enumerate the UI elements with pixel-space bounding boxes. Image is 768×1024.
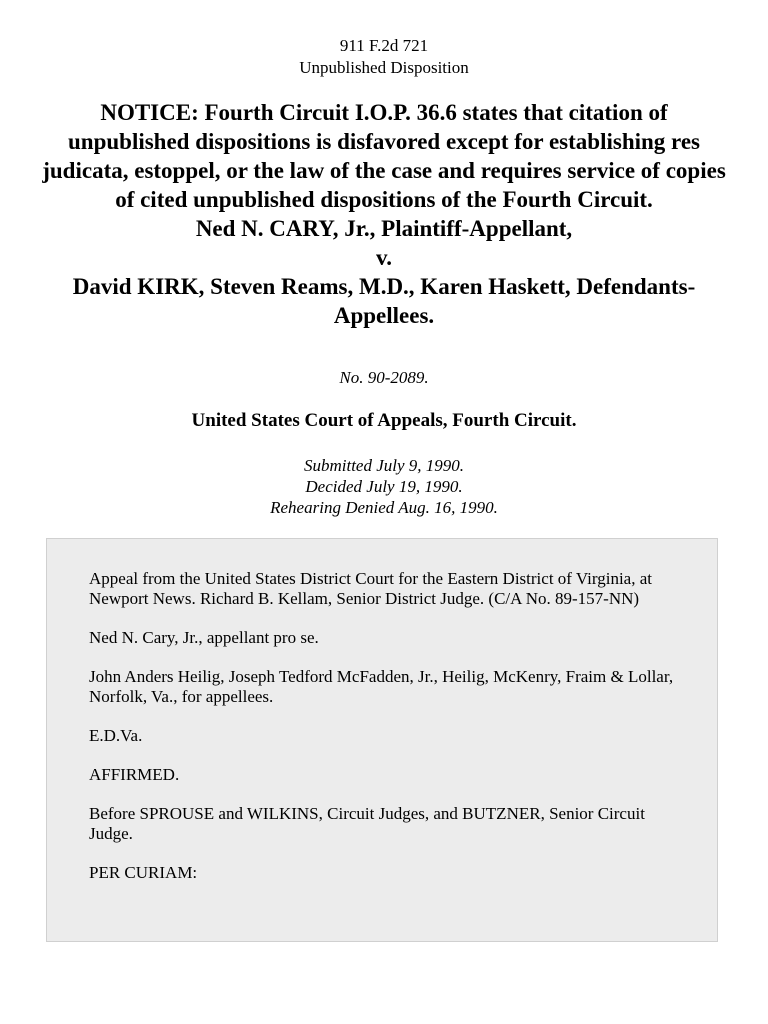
- case-summary-box: [46, 538, 718, 942]
- reporter-citation: 911 F.2d 721: [339, 36, 429, 55]
- rehearing-date: Rehearing Denied Aug. 16, 1990.: [270, 498, 498, 517]
- result-label: AFFIRMED.: [89, 765, 180, 784]
- court-name: United States Court of Appeals, Fourth Circuit.: [191, 410, 577, 431]
- case-title: [40, 98, 728, 330]
- submitted-date: Submitted July 9, 1990.: [303, 456, 465, 475]
- appeal-origin: Appeal from the United States District Court for the Eastern District of Virginia, at Newport News. Richard B. Kellam, Senior District Judge. (C/A No. 89-157-NN): [89, 569, 653, 608]
- disposition-label: Unpublished Disposition: [299, 58, 469, 77]
- defendants-names: David KIRK, Steven Reams, M.D., Karen Haskett, Defendants-Appellees.: [72, 274, 696, 328]
- appellee-counsel: John Anders Heilig, Joseph Tedford McFadden, Jr., Heilig, McKenry, Fraim & Lollar, Norfolk, Va., for appellees.: [89, 667, 674, 706]
- docket-number: No. 90-2089.: [339, 368, 429, 387]
- versus-label: v.: [376, 245, 392, 270]
- notice-text: NOTICE: Fourth Circuit I.O.P. 36.6 states that citation of unpublished dispositions is disfavored except for establishing res judicata, estoppel, or the law of the case and requires service of copies of cited unpublished dispositions of the Fourth Circuit.: [42, 100, 726, 212]
- panel-judges: Before SPROUSE and WILKINS, Circuit Judges, and BUTZNER, Senior Circuit Judge.: [89, 804, 645, 843]
- case-summary-content: [89, 569, 689, 902]
- case-dates: [0, 455, 768, 518]
- appellant-counsel: Ned N. Cary, Jr., appellant pro se.: [89, 628, 319, 647]
- per-curiam-label: PER CURIAM:: [89, 863, 198, 882]
- decided-date: Decided July 19, 1990.: [305, 477, 463, 496]
- plaintiff-name: Ned N. CARY, Jr., Plaintiff-Appellant,: [195, 216, 573, 241]
- district-abbrev: E.D.Va.: [89, 726, 143, 745]
